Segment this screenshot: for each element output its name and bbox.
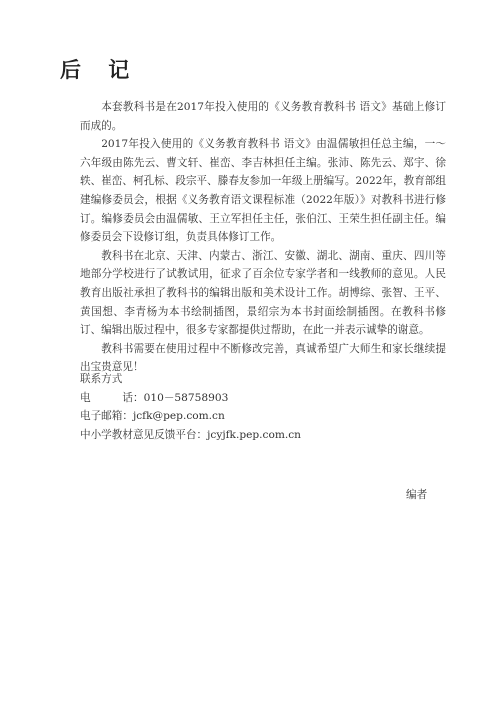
contact-email xyxy=(80,407,301,426)
phone-value: ：010－58758903 xyxy=(133,391,229,404)
paragraph-editors: 2017年投入使用的《义务教育教科书 语文》由温儒敏担任总主编，一～六年级由陈先云、曹文轩、崔峦、李吉林担任主编。张沛、陈先云、郑宇、徐轶、崔峦、柯孔标、段宗平、滕春友参加一年级上册编写。2022年，教育部组建编修委员会，根据《义务教育语文课程标准（2022年版）》对教科书进行修订。编修委员会由温儒敏、王立军担任主任，张伯江、王荣生担任副主任。编修委员会下设修订组，负责具体修订工作。 xyxy=(80,138,446,244)
paragraph-intro: 本套教科书是在2017年投入使用的《义务教育教科书 语文》基础上修订而成的。 xyxy=(80,101,446,132)
paragraph-feedback-request: 教科书需要在使用过程中不断修改完善，真诚希望广大师生和家长继续提出宝贵意见！ xyxy=(80,342,446,374)
contact-phone xyxy=(80,389,301,408)
contact-heading: 联系方式 xyxy=(80,373,123,385)
paragraph-acknowledgements: 教科书在北京、天津、内蒙古、浙江、安徽、湖北、湖南、重庆、四川等地部分学校进行了试教试用，征求了百余位专家学者和一线教师的意见。人民教育出版社承担了教科书的编辑出版和美术设计工作。胡博综、张智、王平、黄国想、李青杨为本书绘制插图，景绍宗为本书封面绘制插图。在教科书修订、编辑出版过程中，很多专家都提供过帮助，在此一并表示诚挚的谢意。 xyxy=(80,249,446,337)
contact-info xyxy=(80,370,301,444)
page-title: 后 记 xyxy=(60,57,140,82)
afterword-body xyxy=(80,98,446,377)
feedback-value: ：jcyjfk.pep.com.cn xyxy=(196,428,301,441)
phone-label: 电话 xyxy=(80,391,133,404)
email-value: ：jcfk@pep.com.cn xyxy=(122,410,225,423)
email-label: 电子邮箱 xyxy=(80,410,123,423)
signature: 编者 xyxy=(406,489,428,501)
feedback-label: 中小学教材意见反馈平台 xyxy=(80,428,197,441)
contact-feedback-platform xyxy=(80,426,301,445)
